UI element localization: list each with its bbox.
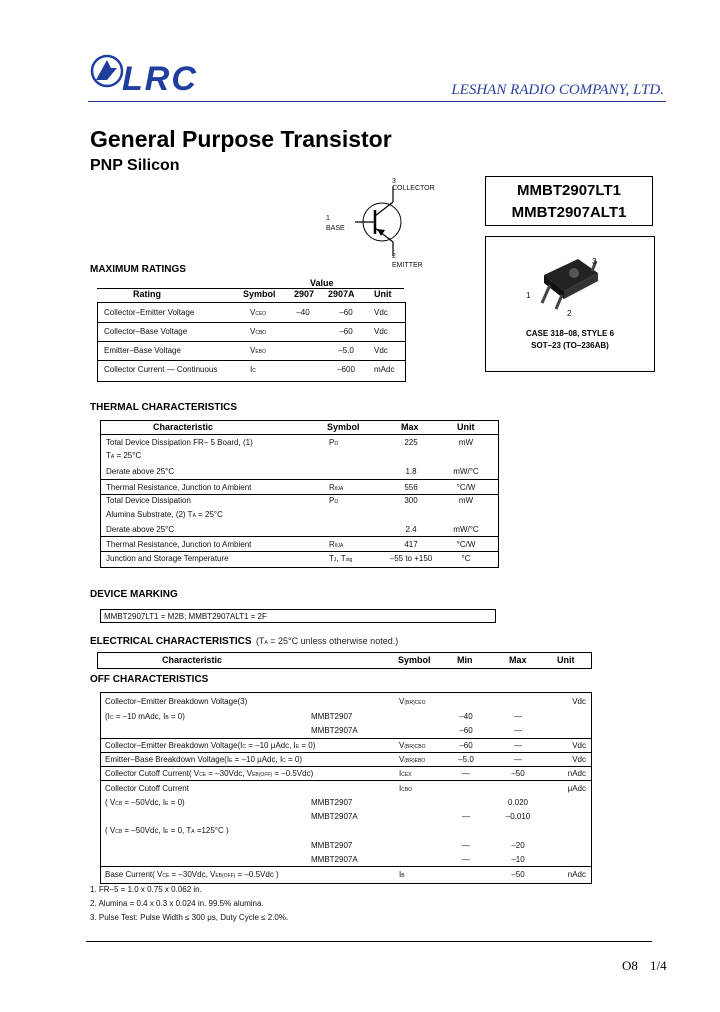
pin3-label: COLLECTOR [392, 185, 435, 192]
electrical-characteristic [105, 868, 279, 883]
electrical-symbol-part: V [399, 697, 405, 706]
thermal-header-rule [101, 434, 498, 435]
rating-2907a: –60 [339, 308, 353, 317]
thermal-max: 300 [404, 496, 418, 505]
electrical-characteristic-part: = –0.5Vdc ) [235, 870, 279, 879]
rating-row-rule [98, 322, 405, 323]
electrical-characteristic-part: A [191, 829, 195, 835]
footnote: 3. Pulse Test: Pulse Width ≤ 300 μs, Duty Cycle ≤ 2.0%. [90, 913, 289, 922]
page-number: 1/4 [650, 958, 667, 973]
thermal-characteristic [106, 494, 191, 507]
electrical-row-rule [101, 766, 591, 767]
electrical-characteristic-part: CE [162, 873, 170, 879]
page-subtitle: PNP Silicon [90, 157, 180, 174]
logo-icon [90, 54, 124, 88]
electrical-max: — [514, 726, 522, 735]
electrical-characteristic-part: E [165, 829, 169, 835]
rating-symbol-part: CBO [255, 330, 267, 336]
thermal-symbol-part: , T [336, 554, 346, 563]
electrical-unit: nAdc [567, 870, 586, 879]
thermal-symbol-part: D [334, 441, 338, 447]
rating-symbol-part: V [250, 327, 256, 336]
part-number: MMBT2907LT1 [517, 182, 621, 199]
electrical-min: –5.0 [458, 755, 474, 764]
electrical-characteristic-part: = –30Vdc, V [169, 870, 216, 879]
electrical-characteristic-part: (I [105, 712, 110, 721]
electrical-characteristic-part: C [242, 744, 247, 750]
rating-name: Collector–Emitter Voltage [104, 308, 195, 317]
pin1-label: BASE [326, 225, 345, 232]
thermal-max: –55 to +150 [389, 554, 433, 563]
thermal-row-rule [101, 536, 498, 537]
thermal-col-characteristic: Characteristic [153, 422, 214, 432]
pin2-number: 2 [392, 253, 396, 260]
footer-code: O8 [622, 958, 638, 973]
thermal-unit: °C [461, 554, 471, 563]
electrical-characteristic-part: = 0) [299, 741, 316, 750]
electrical-characteristic-part: EB(OFF) [252, 772, 273, 778]
rating-symbol-part: I [250, 365, 253, 374]
thermal-max: 556 [404, 483, 418, 492]
thermal-row-rule [101, 551, 498, 552]
pin3-number: 3 [392, 178, 396, 185]
electrical-unit: Vdc [572, 755, 586, 764]
electrical-characteristic-part: = –10 μAdc, I [246, 741, 296, 750]
thermal-characteristic-part: Derate above 25°C [106, 525, 175, 534]
electrical-characteristic-part: C [109, 715, 114, 721]
note-sub: A [264, 640, 268, 646]
electrical-characteristic-part: Collector–Emitter Breakdown Voltage(3) [105, 697, 248, 706]
note-part: = 25°C unless otherwise noted.) [267, 636, 399, 646]
thermal-characteristic-part: A [192, 513, 196, 519]
thermal-symbol-part: θJA [334, 543, 344, 549]
electrical-max: –20 [511, 841, 525, 850]
electrical-device: MMBT2907 [311, 798, 353, 807]
thermal-characteristic-part: = 25°C [114, 451, 142, 460]
electrical-characteristic-part: E [165, 801, 169, 807]
electrical-symbol [399, 868, 405, 883]
electrical-symbol [399, 695, 425, 710]
value-label: Value [310, 278, 334, 288]
electrical-min: — [462, 769, 470, 778]
thermal-unit: mW [458, 496, 474, 505]
thermal-characteristic [106, 436, 253, 449]
electrical-header [97, 652, 592, 669]
electrical-max: — [514, 755, 522, 764]
electrical-symbol-part: I [399, 784, 402, 793]
electrical-symbol-part: CEX [401, 772, 412, 778]
thermal-symbol [329, 494, 338, 509]
thermal-symbol [329, 552, 352, 567]
electrical-characteristic-part: E [295, 744, 300, 750]
max-ratings-heading: MAXIMUM RATINGS [90, 264, 186, 275]
device-marking-heading: DEVICE MARKING [90, 589, 178, 600]
thermal-symbol-part: R [329, 483, 335, 492]
pkg-pin1: 1 [526, 291, 531, 300]
company-name: LESHAN RADIO COMPANY, LTD. [451, 82, 664, 98]
electrical-characteristic-part: = 0) [168, 798, 185, 807]
col-unit: Unit [374, 289, 392, 299]
thermal-unit: mW/°C [453, 467, 479, 476]
electrical-characteristic-part: CB [115, 829, 123, 835]
electrical-device: MMBT2907 [311, 841, 353, 850]
electrical-device: MMBT2907A [311, 855, 358, 864]
electrical-characteristic [105, 824, 229, 839]
thermal-characteristic-part: A [110, 454, 115, 460]
thermal-symbol-part: stg [345, 557, 353, 563]
thermal-characteristic-part: Junction and Storage Temperature [106, 554, 229, 563]
thermal-col-max: Max [401, 422, 419, 432]
electrical-characteristic-part: Collector–Emitter Breakdown Voltage(I [105, 741, 243, 750]
electrical-characteristic-part: = 0) [285, 755, 303, 764]
rating-symbol-part: C [252, 368, 256, 374]
thermal-characteristic [106, 449, 141, 464]
rating-symbol [250, 306, 266, 321]
thermal-symbol [329, 436, 338, 451]
col-symbol: Symbol [243, 289, 276, 299]
thermal-characteristic [106, 538, 251, 551]
thermal-characteristic [106, 481, 251, 494]
thermal-symbol-part: P [329, 438, 335, 447]
thermal-characteristic-part: Total Device Dissipation FR– 5 Board, (1) [106, 438, 253, 447]
electrical-min: –60 [459, 741, 473, 750]
rating-unit: mAdc [374, 365, 395, 374]
rating-symbol [250, 325, 266, 340]
electrical-characteristic [105, 695, 247, 708]
electrical-min: –60 [459, 726, 473, 735]
electrical-characteristic-part: E [229, 758, 233, 764]
rating-2907a: –5.0 [338, 346, 354, 355]
elec-col-max: Max [509, 655, 527, 665]
elec-col-symbol: Symbol [398, 655, 431, 665]
device-marking-text: MMBT2907LT1 = M2B; MMBT2907ALT1 = 2F [100, 609, 496, 623]
electrical-symbol-part: B [401, 873, 405, 879]
rating-symbol-part: CEO [255, 311, 267, 317]
electrical-characteristic-part: = –50Vdc, I [122, 826, 166, 835]
package-sot: SOT–23 (TO–236AB) [531, 341, 609, 350]
electrical-device: MMBT2907A [311, 726, 358, 735]
electrical-characteristic-part: ( V [105, 798, 116, 807]
thermal-characteristic-part: = 25°C [195, 510, 223, 519]
electrical-table [100, 692, 592, 884]
rating-2907a: –60 [339, 327, 353, 336]
electrical-symbol-part: (BR)CBO [404, 744, 426, 750]
electrical-characteristic-part: B [165, 715, 169, 721]
electrical-max: 0.020 [507, 798, 529, 807]
pin2-label: EMITTER [392, 262, 423, 269]
rating-name: Emitter–Base Voltage [104, 346, 181, 355]
rating-unit: Vdc [374, 308, 388, 317]
electrical-note [256, 636, 398, 646]
electrical-characteristic-part: CE [199, 772, 207, 778]
electrical-characteristic [105, 796, 185, 811]
electrical-max: –0.010 [505, 812, 531, 821]
thermal-characteristic [106, 552, 229, 565]
thermal-max: 417 [404, 540, 418, 549]
electrical-characteristic-part: = 0) [168, 712, 185, 721]
electrical-row-rule [101, 738, 591, 739]
electrical-symbol-part: I [399, 769, 402, 778]
rating-symbol [250, 344, 266, 359]
rating-name: Collector Current — Continuous [104, 365, 218, 374]
electrical-characteristic-part: = –10 mAdc, I [113, 712, 166, 721]
electrical-row-rule [101, 752, 591, 753]
thermal-table [100, 420, 499, 568]
col-2907: 2907 [294, 289, 315, 299]
thermal-row-rule [101, 479, 498, 480]
note-part: (T [255, 636, 265, 646]
electrical-unit: Vdc [572, 741, 586, 750]
electrical-min: — [462, 812, 470, 821]
electrical-device: MMBT2907 [311, 712, 353, 721]
electrical-unit: μAdc [567, 784, 586, 793]
thermal-symbol-part: D [334, 499, 338, 505]
electrical-row-rule [101, 780, 591, 781]
electrical-min: — [462, 855, 470, 864]
footnote: 1. FR–5 = 1.0 x 0.75 x 0.062 in. [90, 885, 202, 894]
electrical-characteristic-part: = –30Vdc, V [206, 769, 253, 778]
footnote: 2. Alumina = 0.4 x 0.3 x 0.024 in. 99.5% alumina. [90, 899, 264, 908]
thermal-col-symbol: Symbol [327, 422, 360, 432]
thermal-symbol-part: T [329, 554, 334, 563]
rating-symbol [250, 363, 256, 378]
thermal-unit: °C/W [456, 540, 476, 549]
electrical-symbol-part: V [399, 755, 405, 764]
elec-col-unit: Unit [557, 655, 575, 665]
electrical-characteristic-part: = –0.5Vdc) [272, 769, 314, 778]
col-2907a: 2907A [328, 289, 355, 299]
thermal-characteristic [106, 508, 223, 523]
electrical-unit: nAdc [567, 769, 586, 778]
electrical-characteristic-part: =125°C ) [194, 826, 229, 835]
rating-unit: Vdc [374, 346, 388, 355]
electrical-max: –50 [511, 870, 525, 879]
electrical-max: — [514, 712, 522, 721]
pkg-pin3: 3 [592, 257, 597, 266]
rating-2907a: –600 [337, 365, 355, 374]
electrical-symbol-part: (BR)CEO [404, 700, 426, 706]
electrical-characteristic-part: = –50Vdc, I [122, 798, 166, 807]
thermal-characteristic [106, 465, 174, 478]
footer-rule [86, 941, 652, 942]
electrical-characteristic-part: Base Current( V [105, 870, 163, 879]
rating-name: Collector–Base Voltage [104, 327, 188, 336]
package-case: CASE 318–08, STYLE 6 [525, 329, 615, 338]
logo [90, 54, 124, 88]
electrical-symbol-part: I [399, 870, 402, 879]
rating-row-rule [98, 341, 405, 342]
thermal-characteristic [106, 523, 174, 536]
thermal-max: 1.8 [405, 467, 417, 476]
thermal-symbol-part: J [333, 557, 337, 563]
col-rating: Rating [133, 289, 161, 299]
electrical-min: — [462, 841, 470, 850]
electrical-max: — [514, 741, 522, 750]
pin1-number: 1 [326, 215, 330, 222]
electrical-symbol-part: V [399, 741, 405, 750]
electrical-characteristic-part: ( V [105, 826, 116, 835]
thermal-symbol-part: R [329, 540, 335, 549]
rating-symbol-part: EBO [255, 349, 266, 355]
electrical-characteristic-part: = 0, T [168, 826, 192, 835]
header-rule [88, 101, 666, 102]
rating-unit: Vdc [374, 327, 388, 336]
thermal-characteristic-part: Derate above 25°C [106, 467, 175, 476]
thermal-unit: °C/W [456, 483, 476, 492]
electrical-unit: Vdc [572, 697, 586, 706]
elec-col-characteristic: Characteristic [162, 655, 223, 665]
part-number-box [485, 176, 653, 226]
thermal-heading: THERMAL CHARACTERISTICS [90, 402, 238, 413]
electrical-symbol [399, 782, 412, 797]
thermal-characteristic-part: Thermal Resistance, Junction to Ambient [106, 540, 252, 549]
rating-2907: –40 [296, 308, 310, 317]
electrical-max: –50 [511, 769, 525, 778]
rating-symbol-part: V [250, 308, 256, 317]
electrical-characteristic [105, 782, 189, 795]
thermal-row-rule [101, 494, 498, 495]
electrical-heading-text: ELECTRICAL CHARACTERISTICS [90, 636, 252, 647]
thermal-symbol-part: θJA [334, 486, 344, 492]
elec-col-min: Min [457, 655, 473, 665]
electrical-symbol-part: CBO [401, 787, 413, 793]
max-ratings-table [97, 302, 406, 382]
electrical-characteristic-part: CB [115, 801, 123, 807]
electrical-symbol-part: (BR)EBO [404, 758, 426, 764]
thermal-max: 2.4 [405, 525, 417, 534]
rating-symbol-part: V [250, 346, 256, 355]
thermal-unit: mW/°C [453, 525, 479, 534]
electrical-characteristic-part: Collector Cutoff Current( V [105, 769, 200, 778]
electrical-max: –10 [511, 855, 525, 864]
thermal-characteristic-part: Thermal Resistance, Junction to Ambient [106, 483, 252, 492]
electrical-characteristic [105, 710, 185, 725]
thermal-unit: mW [458, 438, 474, 447]
thermal-col-unit: Unit [457, 422, 475, 432]
page-title: General Purpose Transistor [90, 126, 392, 152]
thermal-characteristic-part: Total Device Dissipation [106, 496, 191, 505]
logo-text: LRC [122, 60, 198, 98]
package-box [485, 236, 655, 372]
electrical-heading [90, 631, 398, 649]
electrical-characteristic-part: Collector Cutoff Current [105, 784, 189, 793]
electrical-row-rule [101, 866, 591, 867]
thermal-max: 225 [404, 438, 418, 447]
thermal-characteristic-part: T [106, 451, 111, 460]
thermal-characteristic-part: Alumina Substrate, (2) T [106, 510, 193, 519]
electrical-characteristic-part: = –10 μAdc, I [232, 755, 283, 764]
pkg-pin2: 2 [567, 309, 572, 318]
part-number: MMBT2907ALT1 [511, 204, 627, 221]
rating-row-rule [98, 360, 405, 361]
electrical-characteristic-part: EB(OFF) [215, 873, 236, 879]
off-characteristics-heading: OFF CHARACTERISTICS [90, 674, 209, 685]
electrical-characteristic-part: Emitter–Base Breakdown Voltage(I [105, 755, 230, 764]
thermal-symbol-part: P [329, 496, 335, 505]
electrical-characteristic-part: C [282, 758, 286, 764]
electrical-min: –40 [459, 712, 473, 721]
electrical-device: MMBT2907A [311, 812, 358, 821]
